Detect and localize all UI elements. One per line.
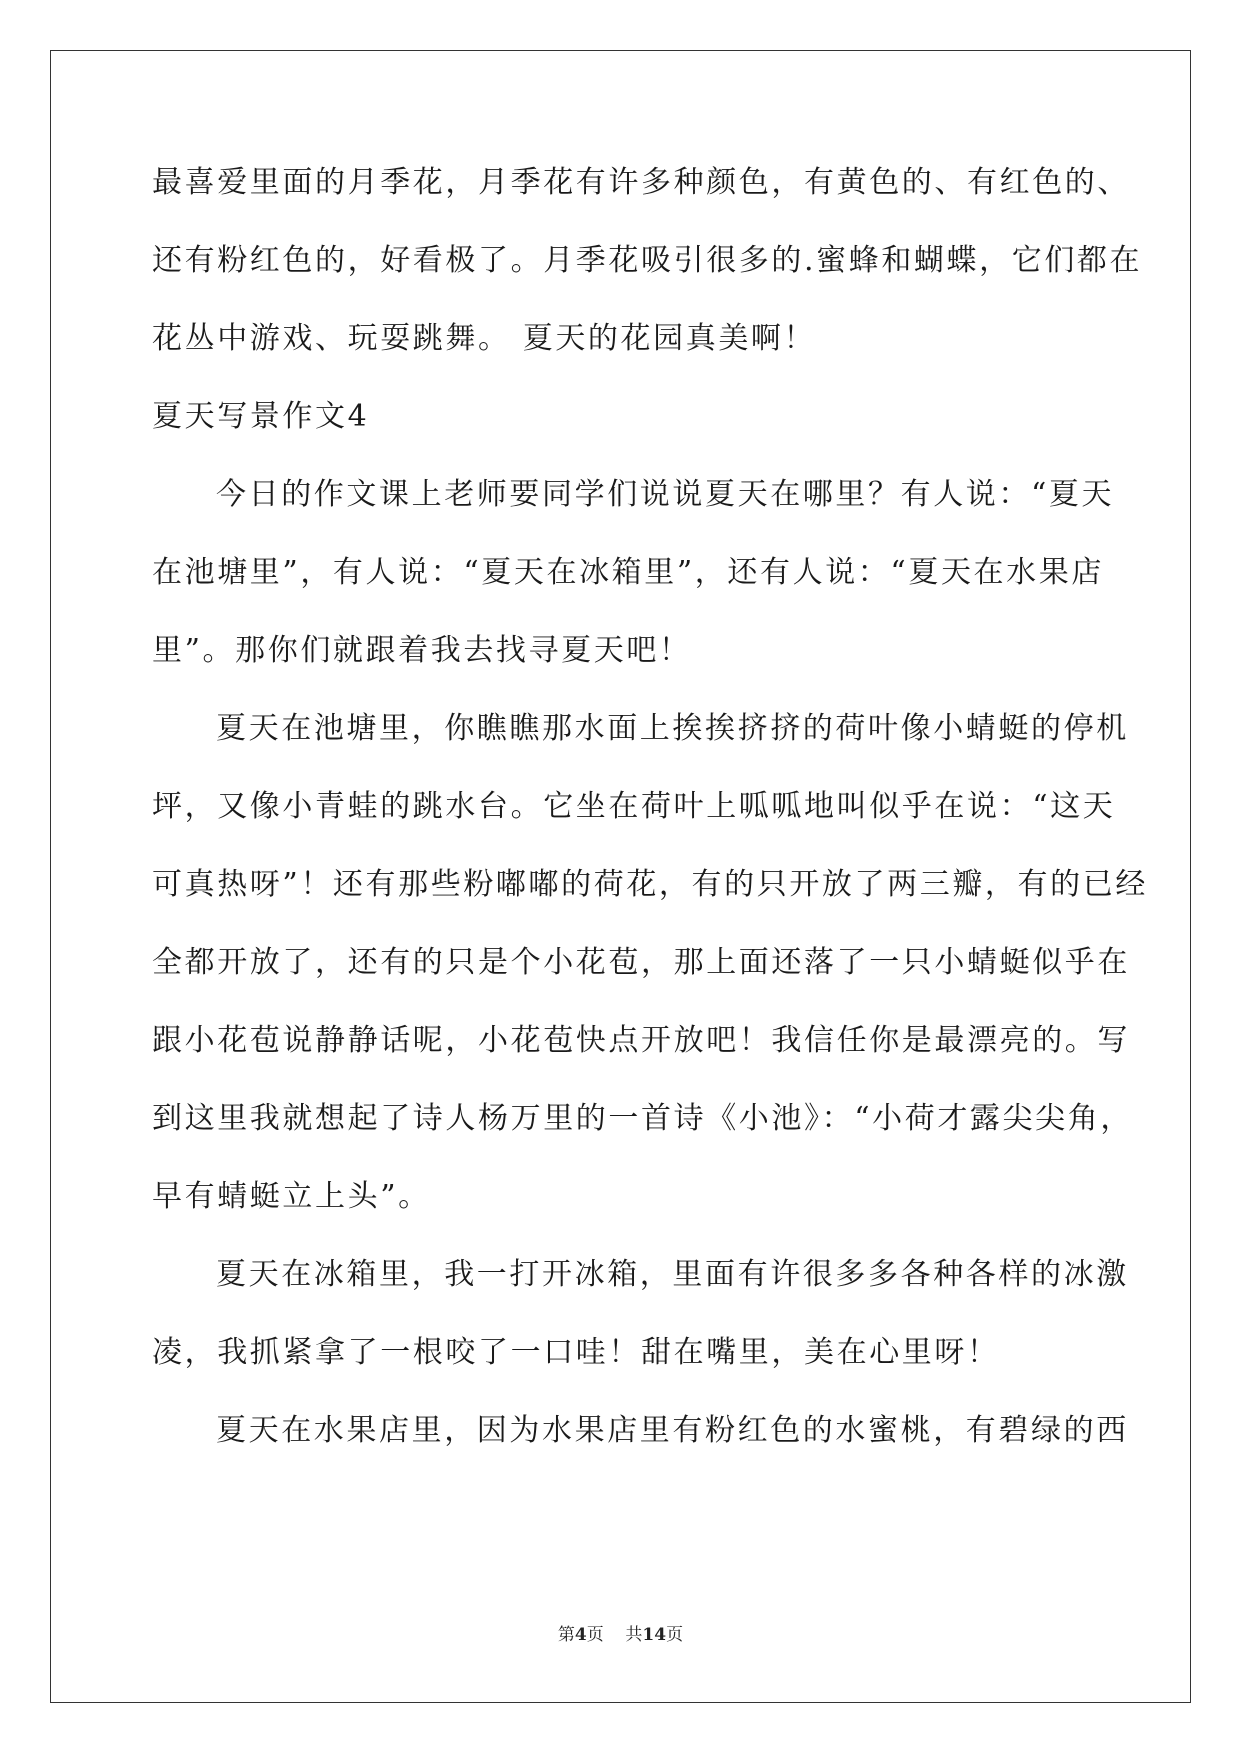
section-heading: 夏天写景作文4 <box>152 399 370 434</box>
text-line: 最喜爱里面的月季花，月季花有许多种颜色，有黄色的、有红色的、 <box>152 165 1130 200</box>
text-line: 在池塘里”，有人说：“夏天在冰箱里”，还有人说：“夏天在水果店 <box>152 555 1104 590</box>
current-page-number: 4 <box>574 1625 587 1645</box>
footer-page-suffix: 页 <box>586 1625 604 1645</box>
footer-prefix: 第 <box>557 1625 575 1645</box>
text-line: 坪，又像小青蛙的跳水台。它坐在荷叶上呱呱地叫似乎在说：“这天 <box>152 789 1116 824</box>
text-line: 早有蜻蜓立上头”。 <box>152 1179 431 1214</box>
page-footer <box>0 1620 1241 1645</box>
text-line: 全都开放了，还有的只是个小花苞，那上面还落了一只小蜻蜓似乎在 <box>152 945 1130 980</box>
text-line: 里”。那你们就跟着我去找寻夏天吧！ <box>152 633 692 668</box>
text-line: 花丛中游戏、玩耍跳舞。 夏天的花园真美啊！ <box>152 321 817 356</box>
paragraph-start: 夏天在冰箱里，我一打开冰箱，里面有许很多多各种各样的冰激 <box>216 1257 1129 1292</box>
text-line: 到这里我就想起了诗人杨万里的一首诗《小池》：“小荷才露尖尖角， <box>152 1101 1133 1136</box>
text-line: 跟小花苞说静静话呢，小花苞快点开放吧！我信任你是最漂亮的。写 <box>152 1023 1130 1058</box>
total-page-count: 14 <box>642 1625 667 1645</box>
paragraph-start: 夏天在水果店里，因为水果店里有粉红色的水蜜桃，有碧绿的西 <box>216 1413 1129 1448</box>
text-line: 还有粉红色的，好看极了。月季花吸引很多的.蜜蜂和蝴蝶，它们都在 <box>152 243 1143 278</box>
text-line: 可真热呀”！还有那些粉嘟嘟的荷花，有的只开放了两三瓣，有的已经 <box>152 867 1148 902</box>
paragraph-start: 今日的作文课上老师要同学们说说夏天在哪里？有人说：“夏天 <box>216 477 1115 512</box>
document-body <box>152 163 1148 1489</box>
footer-total-prefix: 共 <box>625 1625 643 1645</box>
footer-total-suffix: 页 <box>666 1625 684 1645</box>
paragraph-start: 夏天在池塘里，你瞧瞧那水面上挨挨挤挤的荷叶像小蜻蜓的停机 <box>216 711 1129 746</box>
text-line: 凌，我抓紧拿了一根咬了一口哇！甜在嘴里，美在心里呀！ <box>152 1335 1000 1370</box>
